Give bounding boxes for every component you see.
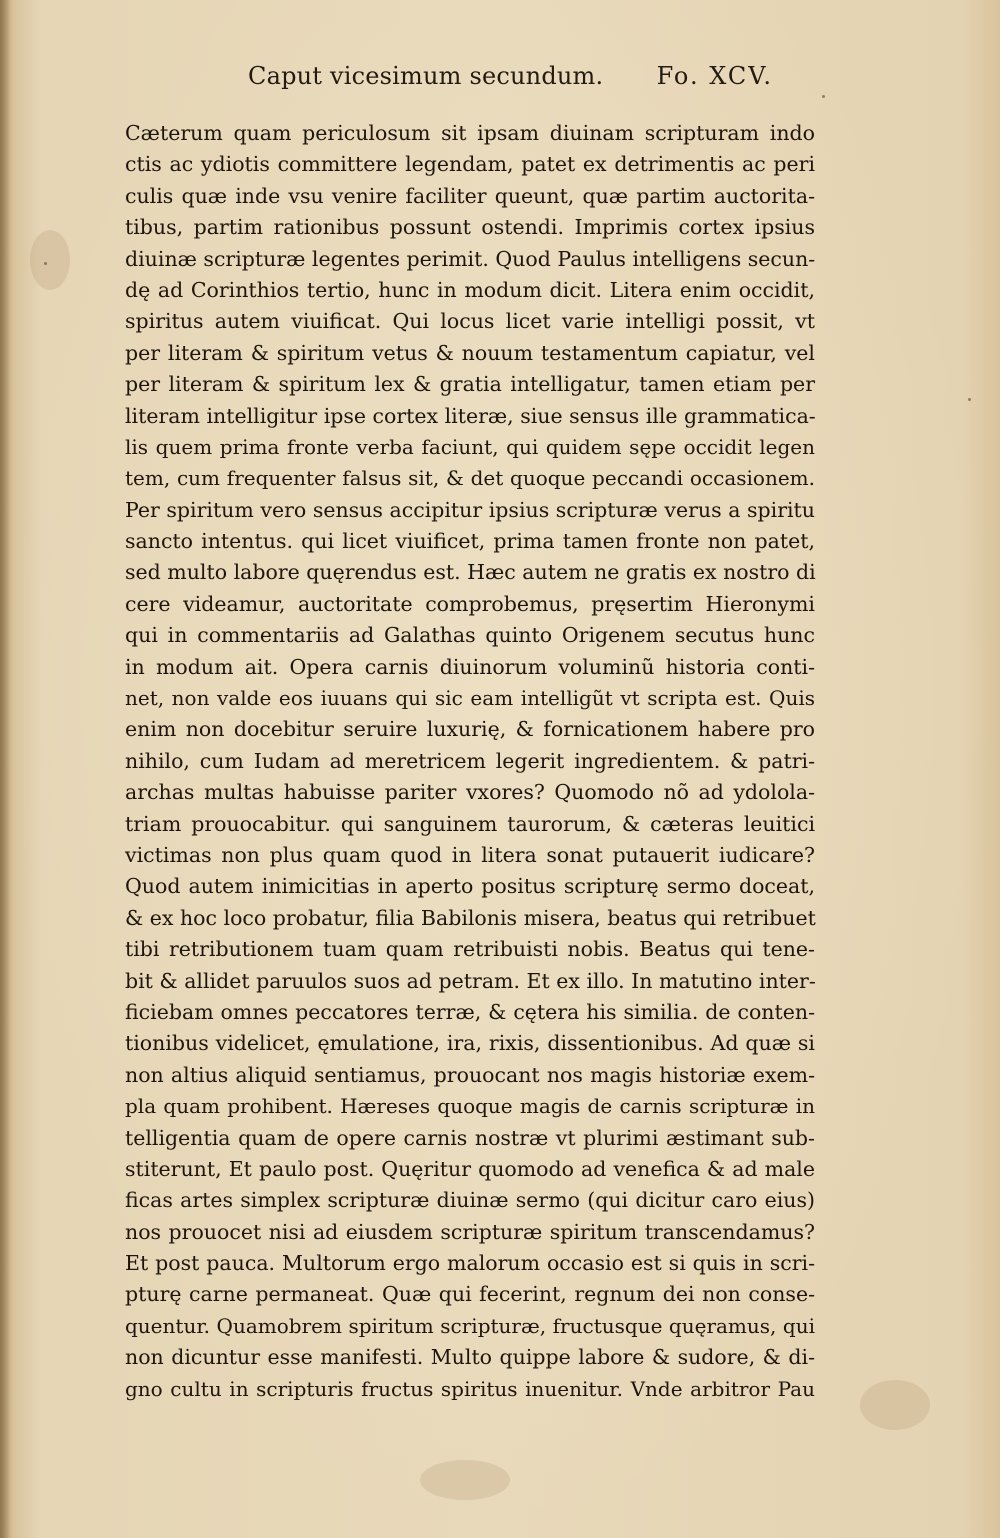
text-line: net, non valde eos iuuans qui sic eam intelligũt vt scripta est. Quis	[125, 686, 815, 711]
text-line: spiritus autem viuificat. Qui locus licet varie intelligi possit, vt	[125, 309, 815, 334]
text-line: non altius aliquid sentiamus, prouocant nos magis historiæ exem-	[125, 1062, 815, 1087]
text-line: non dicuntur esse manifesti. Multo quippe labore & sudore, & di-	[125, 1345, 815, 1370]
folio-number: Fo. XCV.	[656, 62, 773, 90]
text-line: telligentia quam de opere carnis nostræ vt plurimi æstimant sub-	[125, 1125, 815, 1150]
text-line: tionibus videlicet, ęmulatione, ira, rixis, dissentionibus. Ad quæ si	[125, 1031, 815, 1056]
text-line: tibi retributionem tuam quam retribuisti nobis. Beatus qui tene-	[125, 937, 815, 962]
text-line: culis quæ inde vsu venire faciliter queunt, quæ partim auctorita-	[125, 183, 815, 208]
text-line: sancto intentus. qui licet viuificet, prima tamen fronte non patet,	[125, 529, 815, 554]
page-header	[248, 62, 773, 102]
text-line: ficas artes simplex scripturæ diuinæ sermo (qui dicitur caro eius)	[125, 1188, 815, 1213]
text-line: per literam & spiritum lex & gratia intelligatur, tamen etiam per	[125, 372, 815, 397]
text-line: nihilo, cum Iudam ad meretricem legerit ingredientem. & patri-	[125, 748, 815, 773]
ink-speck	[44, 262, 47, 265]
text-line: enim non docebitur seruire luxurię, & fornicationem habere pro	[125, 717, 815, 742]
paper-stain	[420, 1460, 510, 1500]
text-line: lis quem prima fronte verba faciunt, qui quidem sępe occidit legen	[125, 434, 815, 459]
body-text	[125, 118, 815, 1405]
text-line: cere videamur, auctoritate comprobemus, pręsertim Hieronymi	[125, 591, 815, 616]
text-line: tem, cum frequenter falsus sit, & det quoque peccandi occasionem.	[125, 466, 815, 491]
text-line: quentur. Quamobrem spiritum scripturæ, fructusque quęramus, qui	[125, 1313, 815, 1338]
text-line: dę ad Corinthios tertio, hunc in modum dicit. Litera enim occidit,	[125, 277, 815, 302]
text-line: triam prouocabitur. qui sanguinem taurorum, & cæteras leuitici	[125, 811, 815, 836]
text-line: sed multo labore quęrendus est. Hæc autem ne gratis ex nostro di	[125, 560, 816, 585]
text-line: Per spiritum vero sensus accipitur ipsius scripturæ verus a spiritu	[125, 497, 815, 522]
text-line: Quod autem inimicitias in aperto positus scripturę sermo doceat,	[125, 874, 815, 899]
text-line: ficiebam omnes peccatores terræ, & cętera his similia. de conten-	[125, 999, 815, 1024]
text-line: gno cultu in scripturis fructus spiritus inuenitur. Vnde arbitror Pau	[125, 1376, 815, 1401]
text-line: Et post pauca. Multorum ergo malorum occasio est si quis in scri-	[125, 1251, 815, 1276]
paper-stain	[30, 230, 70, 290]
ink-speck	[968, 398, 971, 401]
paper-stain	[860, 1380, 930, 1430]
text-line: pturę carne permaneat. Quæ qui fecerint, regnum dei non conse-	[125, 1282, 815, 1307]
text-line: pla quam prohibent. Hæreses quoque magis de carnis scripturæ in	[125, 1094, 815, 1119]
text-line: ctis ac ydiotis committere legendam, patet ex detrimentis ac peri	[125, 152, 815, 177]
text-line: stiterunt, Et paulo post. Quęritur quomodo ad venefica & ad male	[125, 1156, 815, 1181]
text-line: victimas non plus quam quod in litera sonat putauerit iudicare?	[125, 842, 815, 867]
text-line: qui in commentariis ad Galathas quinto Origenem secutus hunc	[125, 623, 815, 648]
page-edge-shadow	[0, 0, 10, 1538]
text-line: tibus, partim rationibus possunt ostendi. Imprimis cortex ipsius	[125, 215, 815, 240]
text-line: literam intelligitur ipse cortex literæ, siue sensus ille grammatica-	[125, 403, 816, 428]
text-line: in modum ait. Opera carnis diuinorum voluminũ historia conti-	[125, 654, 815, 679]
text-line: archas multas habuisse pariter vxores? Quomodo nõ ad ydolola-	[125, 780, 815, 805]
text-line: Cæterum quam periculosum sit ipsam diuinam scripturam indo	[125, 121, 815, 145]
text-line: diuinæ scripturæ legentes perimit. Quod Paulus intelligens secun-	[125, 246, 816, 271]
ink-speck	[822, 95, 825, 98]
text-line: per literam & spiritum vetus & nouum testamentum capiatur, vel	[125, 340, 815, 365]
text-line: & ex hoc loco probatur, filia Babilonis misera, beatus qui retribuet	[125, 905, 816, 930]
running-title: Caput vicesimum secundum.	[248, 62, 604, 90]
text-line: bit & allidet paruulos suos ad petram. Et ex illo. In matutino inter-	[125, 968, 816, 993]
text-line: nos prouocet nisi ad eiusdem scripturæ spiritum transcendamus?	[125, 1219, 815, 1244]
